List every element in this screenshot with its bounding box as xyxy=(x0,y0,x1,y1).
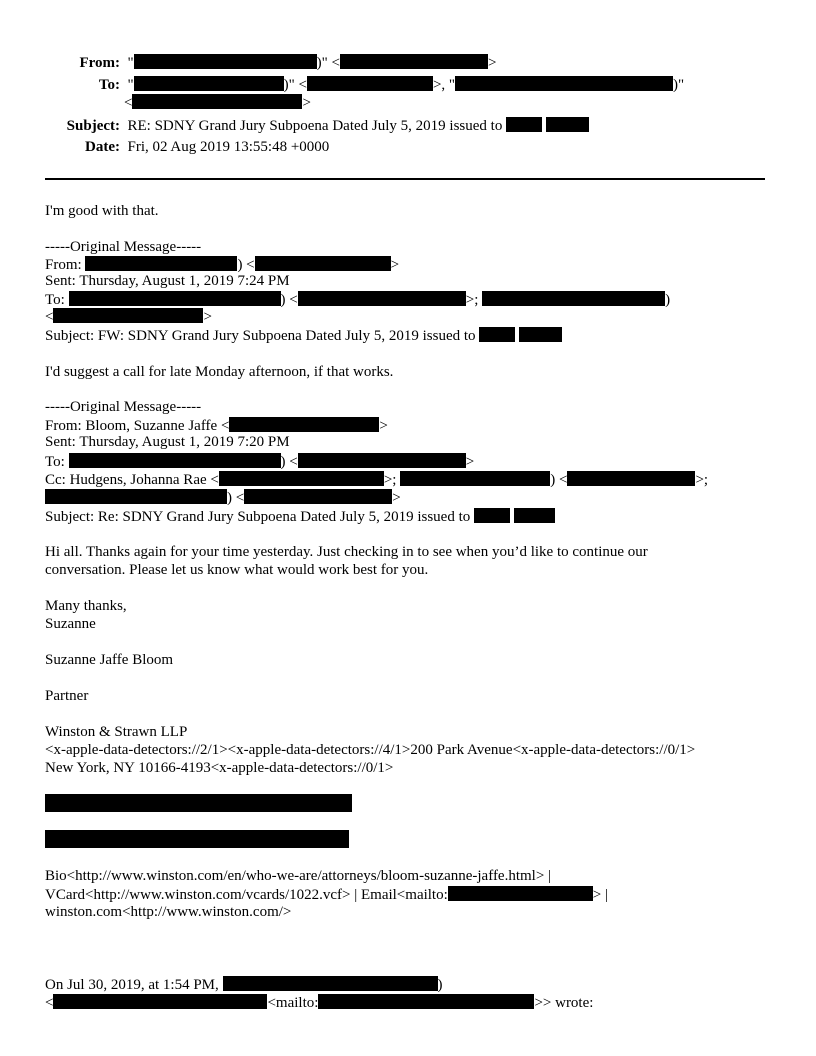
signature-address-line1: <x-apple-data-detectors://2/1><x-apple-data-detectors://4/1>200 Park Avenue<x-apple-data-detectors://0/1> xyxy=(45,742,696,758)
orig2-sent: Sent: Thursday, August 1, 2019 7:20 PM xyxy=(45,434,290,450)
redaction xyxy=(400,471,550,486)
signature-address-line2: New York, NY 10166-4193<x-apple-data-detectors://0/1> xyxy=(45,760,394,776)
redaction xyxy=(482,291,665,306)
orig1-subject: Subject: FW: SDNY Grand Jury Subpoena Dated July 5, 2019 issued to xyxy=(45,327,562,345)
redaction xyxy=(223,976,438,991)
quote-line2: < <mailto: >> wrote: xyxy=(45,995,594,1011)
orig2-to: To: ) < > xyxy=(45,454,475,470)
redaction xyxy=(132,94,302,109)
signature-name: Suzanne Jaffe Bloom xyxy=(45,652,174,668)
redaction xyxy=(45,489,227,504)
redaction xyxy=(298,453,466,468)
signature-firm: Winston & Strawn LLP xyxy=(45,724,188,740)
header-date: Fri, 02 Aug 2019 13:55:48 +0000 xyxy=(127,139,330,155)
msg2-line1: Hi all. Thanks again for your time yesterday. Just checking in to see when you’d like to continue our xyxy=(45,544,648,560)
redaction xyxy=(45,794,352,812)
redaction xyxy=(244,489,392,504)
redaction xyxy=(53,308,203,323)
header-subject-label: Subject: xyxy=(66,118,120,134)
header-divider xyxy=(45,178,765,180)
redaction xyxy=(474,508,510,523)
orig1-to: To: ) < >; ) xyxy=(45,292,671,308)
redaction xyxy=(318,994,534,1009)
header-from-row: From: " )" < > xyxy=(45,54,496,72)
redaction xyxy=(506,117,542,132)
redaction xyxy=(45,830,349,848)
redaction xyxy=(134,54,317,69)
redaction xyxy=(69,453,281,468)
redaction xyxy=(307,76,433,91)
links-line3: winston.com<http://www.winston.com/> xyxy=(45,904,292,920)
redaction xyxy=(85,256,237,271)
redaction xyxy=(455,76,673,91)
header-from-label: From: xyxy=(79,55,120,71)
quote-line1: On Jul 30, 2019, at 1:54 PM, ) xyxy=(45,977,443,993)
redaction xyxy=(229,417,379,432)
redaction xyxy=(219,471,384,486)
header-date-row xyxy=(45,139,329,156)
redaction xyxy=(53,994,267,1009)
signoff-line1: Many thanks, xyxy=(45,598,127,614)
header-to-row-cont: < > xyxy=(124,95,311,111)
header-subject-row xyxy=(45,117,589,135)
redaction xyxy=(567,471,695,486)
redaction xyxy=(69,291,281,306)
redaction xyxy=(340,54,488,69)
redaction xyxy=(448,886,593,901)
orig1-sent: Sent: Thursday, August 1, 2019 7:24 PM xyxy=(45,273,290,289)
msg2-line2: conversation. Please let us know what would work best for you. xyxy=(45,562,429,578)
links-line1: Bio<http://www.winston.com/en/who-we-are/attorneys/bloom-suzanne-jaffe.html> | xyxy=(45,868,552,884)
orig1-marker: -----Original Message----- xyxy=(45,239,202,255)
signoff-line2: Suzanne xyxy=(45,616,96,632)
header-to-label: To: xyxy=(98,77,120,93)
orig1-from: From: ) < > xyxy=(45,257,400,273)
redaction xyxy=(298,291,466,306)
reply-text: I'm good with that. xyxy=(45,203,159,219)
redaction xyxy=(546,117,589,132)
orig1-to-cont: < > xyxy=(45,309,212,325)
header-date-label: Date: xyxy=(85,139,120,155)
orig2-marker: -----Original Message----- xyxy=(45,399,202,415)
redaction xyxy=(479,327,515,342)
orig2-from: From: Bloom, Suzanne Jaffe < > xyxy=(45,418,388,434)
links-line2: VCard<http://www.winston.com/vcards/1022.vcf> | Email<mailto: > | xyxy=(45,887,608,903)
header-subject: RE: SDNY Grand Jury Subpoena Dated July 5, 2019 issued to xyxy=(127,118,503,134)
header-to-row: To: " )" < >, " )" xyxy=(45,76,684,94)
redaction xyxy=(514,508,555,523)
redaction xyxy=(134,76,284,91)
redaction xyxy=(255,256,391,271)
orig2-cc: Cc: Hudgens, Johanna Rae < >; ) < >; xyxy=(45,472,709,488)
msg1-text: I'd suggest a call for late Monday afternoon, if that works. xyxy=(45,364,394,380)
orig2-cc-cont: ) < > xyxy=(45,489,401,507)
orig2-subject: Subject: Re: SDNY Grand Jury Subpoena Dated July 5, 2019 issued to xyxy=(45,508,555,526)
redaction xyxy=(519,327,562,342)
signature-title: Partner xyxy=(45,688,89,704)
